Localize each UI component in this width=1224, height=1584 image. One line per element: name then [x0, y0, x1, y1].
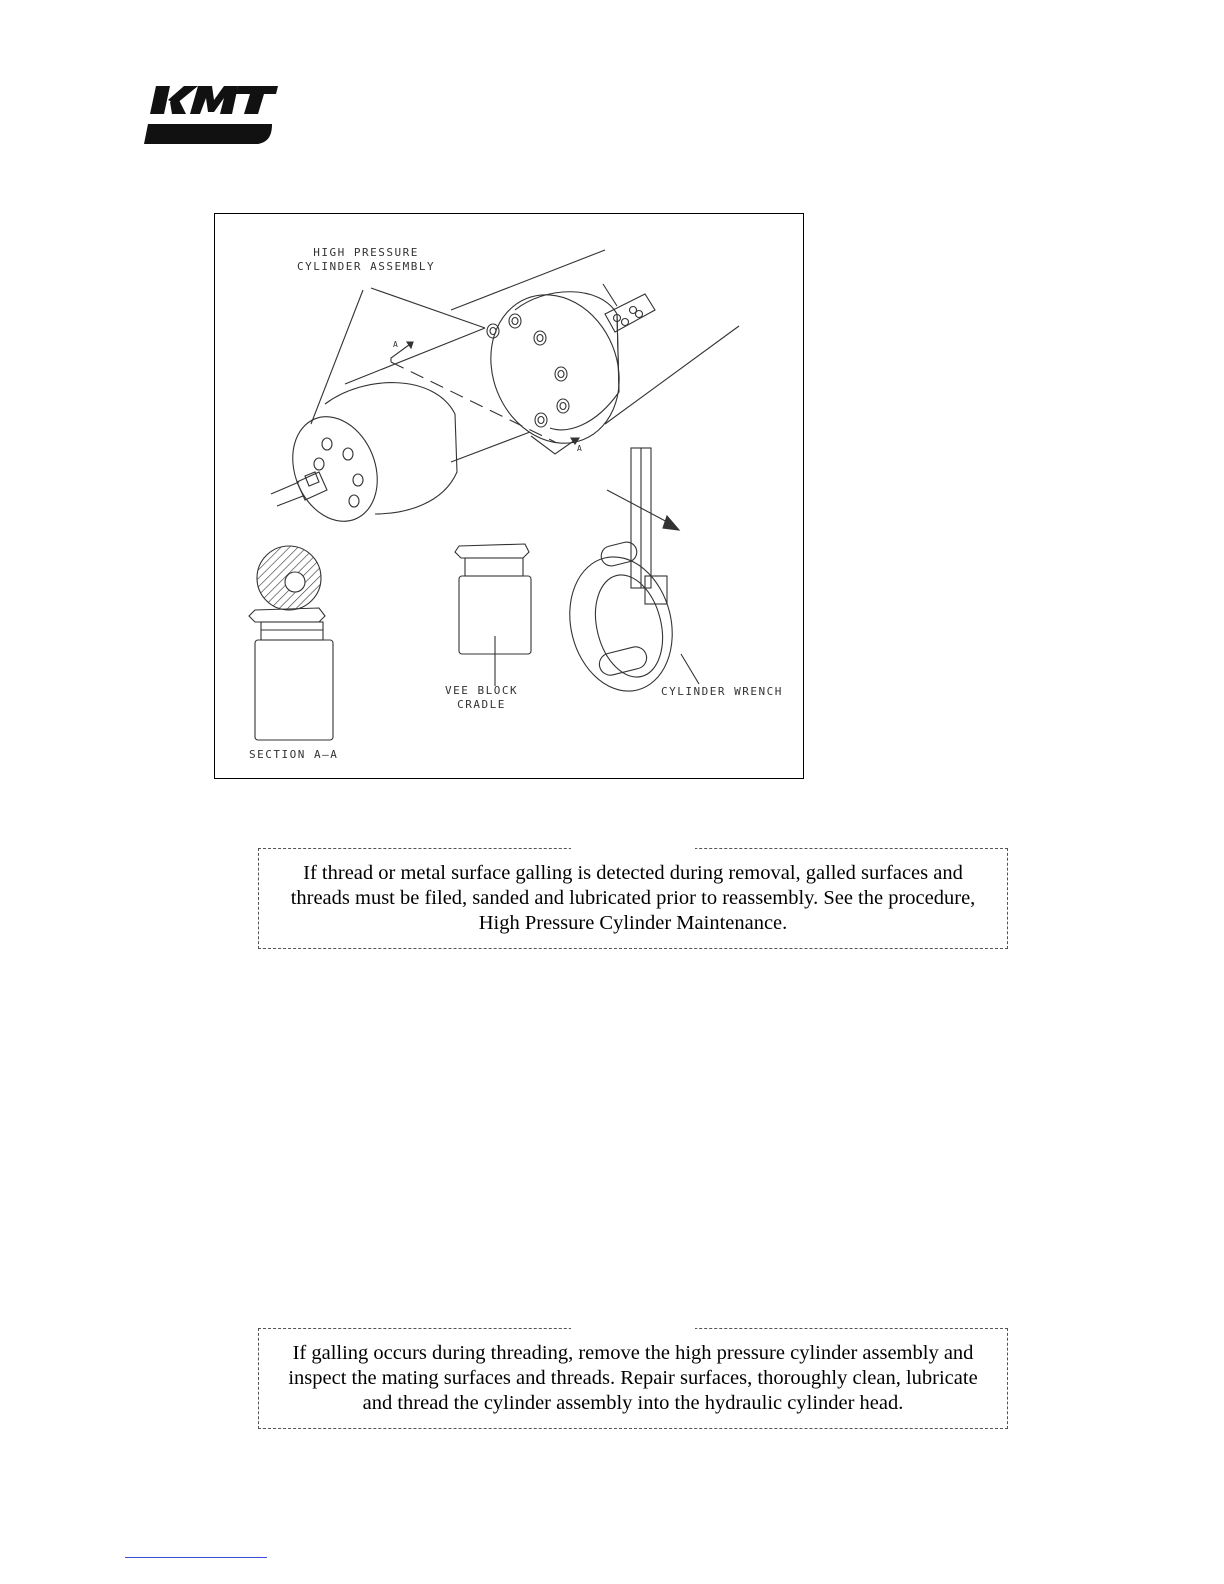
cylinder-outline-top [451, 250, 605, 310]
cylinder-assembly-figure [214, 213, 804, 779]
label-section-mark-top: A [393, 340, 400, 349]
notice-title-gap [571, 847, 695, 851]
label-section-a-a: SECTION A–A [249, 748, 339, 761]
kmt-logo [140, 80, 280, 150]
notice-box-galling-removal [258, 848, 1008, 949]
label-high-pressure-cylinder-assembly: HIGH PRESSURE CYLINDER ASSEMBLY [297, 246, 436, 273]
vee-block-cradle [455, 544, 529, 558]
notice-text: If thread or metal surface galling is detected during removal, galled surfaces and threads must be filed, sanded and lubricated prior to reassembly. See the procedure, High Pressure Cylinder Maintenance. [290, 862, 976, 934]
notice-text: If galling occurs during threading, remove the high pressure cylinder assembly and inspect the mating surfaces and threads. Repair surfaces, thoroughly clean, lubricate and thread the cylinder assembly into the hydraulic cylinder head. [288, 1342, 978, 1414]
footer-link-underline[interactable] [125, 1557, 267, 1558]
notice-box-galling-threading [258, 1328, 1008, 1429]
notice-title-gap [571, 1327, 695, 1331]
section-line [391, 362, 555, 442]
kmt-logo-graphic [140, 80, 280, 150]
label-vee-block-cradle: VEE BLOCK CRADLE [445, 684, 519, 711]
left-cap-bolts [314, 438, 363, 507]
label-section-mark-bottom: A [577, 444, 584, 453]
cylinder-outline-bottom [605, 326, 739, 424]
label-cylinder-wrench: CYLINDER WRENCH [661, 685, 783, 698]
right-cap-bolts [487, 314, 569, 427]
cylinder-wrench-drawing [556, 448, 699, 702]
